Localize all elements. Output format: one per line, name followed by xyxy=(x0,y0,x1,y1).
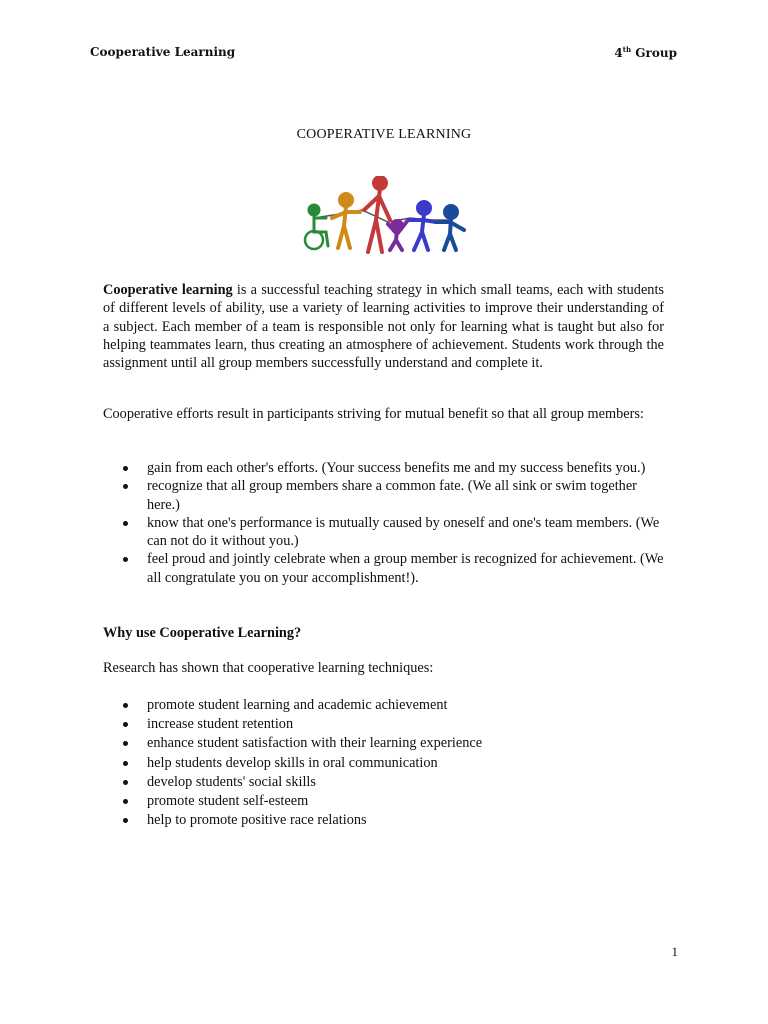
intro-paragraph xyxy=(103,281,664,372)
efforts-intro: Cooperative efforts result in participants striving for mutual benefit so that all group members: xyxy=(103,406,644,422)
bullet-icon xyxy=(123,484,128,489)
list-item: promote student learning and academic achievement xyxy=(103,696,664,715)
list-item: know that one's performance is mutually caused by oneself and one's team members. (We can not do it without you.) xyxy=(103,514,664,551)
list-item: gain from each other's efforts. (Your success benefits me and my success benefits you.) xyxy=(103,459,664,477)
benefits-list xyxy=(103,696,664,830)
bullet-icon xyxy=(123,703,128,708)
intro-text: is a successful teaching strategy in which small teams, each with students of different levels of ability, use a variety of learning activities to improve their understanding of a subject. Each member of a team is responsible not only for learning what is taught but also for helping teammates learn, thus creating an atmosphere of achievement. Students work through the assignment until all group members successfully understand and complete it. xyxy=(103,282,664,372)
list-item: promote student self-esteem xyxy=(103,792,664,811)
bullet-icon xyxy=(123,818,128,823)
bullet-icon xyxy=(123,722,128,727)
bullet-icon xyxy=(123,780,128,785)
bullet-icon xyxy=(123,799,128,804)
header-left: Cooperative Learning xyxy=(90,45,236,59)
list-item: feel proud and jointly celebrate when a group member is recognized for achievement. (We all congratulate you on your accomplishment!). xyxy=(103,550,664,587)
page-header xyxy=(90,45,677,60)
research-intro: Research has shown that cooperative learning techniques: xyxy=(103,660,434,676)
section-heading: Why use Cooperative Learning? xyxy=(103,625,302,641)
bullet-icon xyxy=(123,741,128,746)
bullet-icon xyxy=(123,466,128,471)
list-item: help to promote positive race relations xyxy=(103,811,664,830)
intro-term: Cooperative learning xyxy=(103,282,233,298)
header-right: 4th Group xyxy=(614,45,677,60)
list-item: help students develop skills in oral communication xyxy=(103,754,664,773)
list-item: enhance student satisfaction with their learning experience xyxy=(103,734,664,753)
page-number: 1 xyxy=(671,944,678,959)
list-item: recognize that all group members share a common fate. (We all sink or swim together here.) xyxy=(103,477,664,514)
efforts-list xyxy=(103,459,664,587)
bullet-icon xyxy=(123,521,128,526)
bullet-icon xyxy=(123,557,128,562)
bullet-icon xyxy=(123,761,128,766)
children-holding-hands-icon xyxy=(300,176,472,256)
list-item: increase student retention xyxy=(103,715,664,734)
page-title: COOPERATIVE LEARNING xyxy=(296,127,472,142)
list-item: develop students' social skills xyxy=(103,773,664,792)
